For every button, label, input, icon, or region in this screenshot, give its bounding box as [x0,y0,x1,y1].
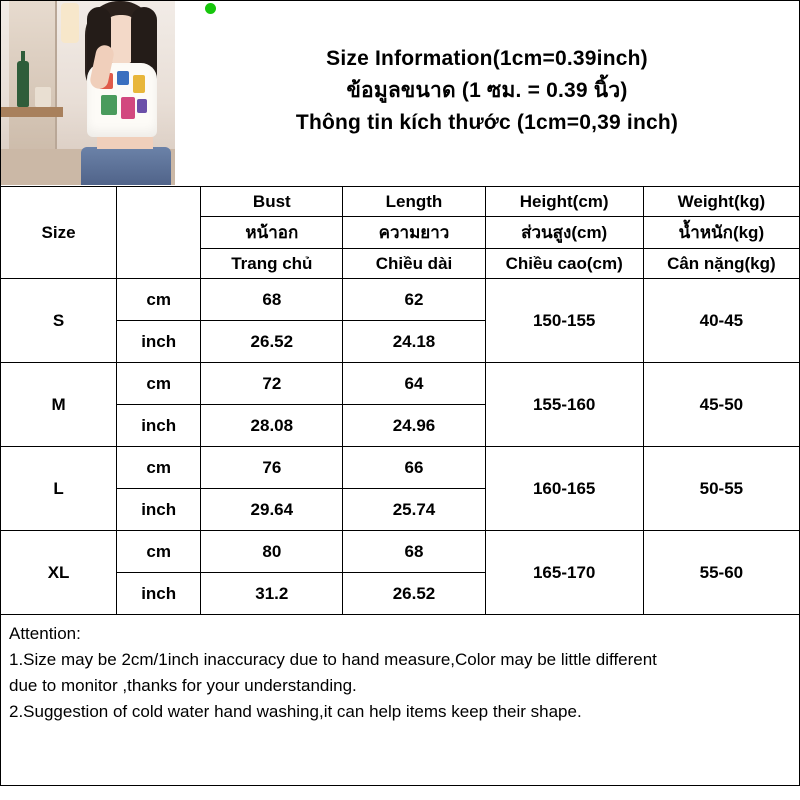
title-english: Size Information(1cm=0.39inch) [326,47,648,70]
header-length-en: Length [343,187,485,217]
size-table [0,186,800,615]
row-m-bust-cm: 72 [201,363,343,405]
row-l-weight: 50-55 [643,447,799,531]
shirt-graphic-2 [117,71,129,85]
row-l-unit-inch: inch [117,489,201,531]
row-s-weight: 40-45 [643,279,799,363]
row-m-bust-inch: 28.08 [201,405,343,447]
header-bust-vi: Trang chủ [201,249,343,279]
attention-line-1: 1.Size may be 2cm/1inch inaccuracy due to hand measure,Color may be little different [9,650,657,669]
status-dot-icon [205,3,216,14]
photo-bottle [17,61,29,107]
row-size-l: L [1,447,117,531]
row-l-length-inch: 25.74 [343,489,485,531]
row-xl-length-inch: 26.52 [343,573,485,615]
attention-line-2: due to monitor ,thanks for your understanding. [9,676,357,695]
row-xl-bust-inch: 31.2 [201,573,343,615]
row-s-height: 150-155 [485,279,643,363]
row-xl-height: 165-170 [485,531,643,615]
row-m-height: 155-160 [485,363,643,447]
photo-model-jeans [81,147,171,185]
photo-cup [35,87,51,107]
row-l-length-cm: 66 [343,447,485,489]
row-s-bust-cm: 68 [201,279,343,321]
table-row [1,447,800,489]
product-photo [1,1,175,185]
row-s-unit-cm: cm [117,279,201,321]
row-xl-bust-cm: 80 [201,531,343,573]
photo-lamp [61,3,79,43]
photo-model-midriff [97,135,153,149]
row-s-unit-inch: inch [117,321,201,363]
attention-heading: Attention: [9,624,81,643]
table-row [1,531,800,573]
attention-section [0,615,800,786]
row-size-xl: XL [1,531,117,615]
row-m-length-cm: 64 [343,363,485,405]
row-l-height: 160-165 [485,447,643,531]
row-xl-weight: 55-60 [643,531,799,615]
header-height-vi: Chiều cao(cm) [485,249,643,279]
shirt-graphic-5 [121,97,135,119]
header-bust-th: หน้าอก [201,217,343,249]
header-weight-th: น้ำหนัก(kg) [643,217,799,249]
header-height-en: Height(cm) [485,187,643,217]
header-size: Size [1,187,117,279]
header-height-th: ส่วนสูง(cm) [485,217,643,249]
row-m-length-inch: 24.96 [343,405,485,447]
row-xl-unit-cm: cm [117,531,201,573]
photo-table [1,107,63,117]
attention-line-3: 2.Suggestion of cold water hand washing,it can help items keep their shape. [9,702,582,721]
shirt-graphic-4 [101,95,117,115]
table-row [1,279,800,321]
table-row [1,363,800,405]
header-unit-spacer [117,187,201,279]
row-l-bust-cm: 76 [201,447,343,489]
row-m-weight: 45-50 [643,363,799,447]
row-l-unit-cm: cm [117,447,201,489]
title-vietnamese: Thông tin kích thước (1cm=0,39 inch) [295,111,679,134]
row-xl-length-cm: 68 [343,531,485,573]
row-size-s: S [1,279,117,363]
title-thai: ข้อมูลขนาด (1 ซม. = 0.39 นิ้ว) [346,79,628,102]
row-l-bust-inch: 29.64 [201,489,343,531]
header-length-th: ความยาว [343,217,485,249]
shirt-graphic-6 [137,99,147,113]
header-weight-vi: Cân nặng(kg) [643,249,799,279]
header-weight-en: Weight(kg) [643,187,799,217]
table-header-row-en [1,187,800,217]
row-xl-unit-inch: inch [117,573,201,615]
shirt-graphic-3 [133,75,145,93]
row-m-unit-inch: inch [117,405,201,447]
row-s-length-inch: 24.18 [343,321,485,363]
header-bust-en: Bust [201,187,343,217]
header-titles [175,1,799,139]
header-length-vi: Chiều dài [343,249,485,279]
header-section [0,0,800,186]
row-s-length-cm: 62 [343,279,485,321]
row-size-m: M [1,363,117,447]
row-s-bust-inch: 26.52 [201,321,343,363]
row-m-unit-cm: cm [117,363,201,405]
